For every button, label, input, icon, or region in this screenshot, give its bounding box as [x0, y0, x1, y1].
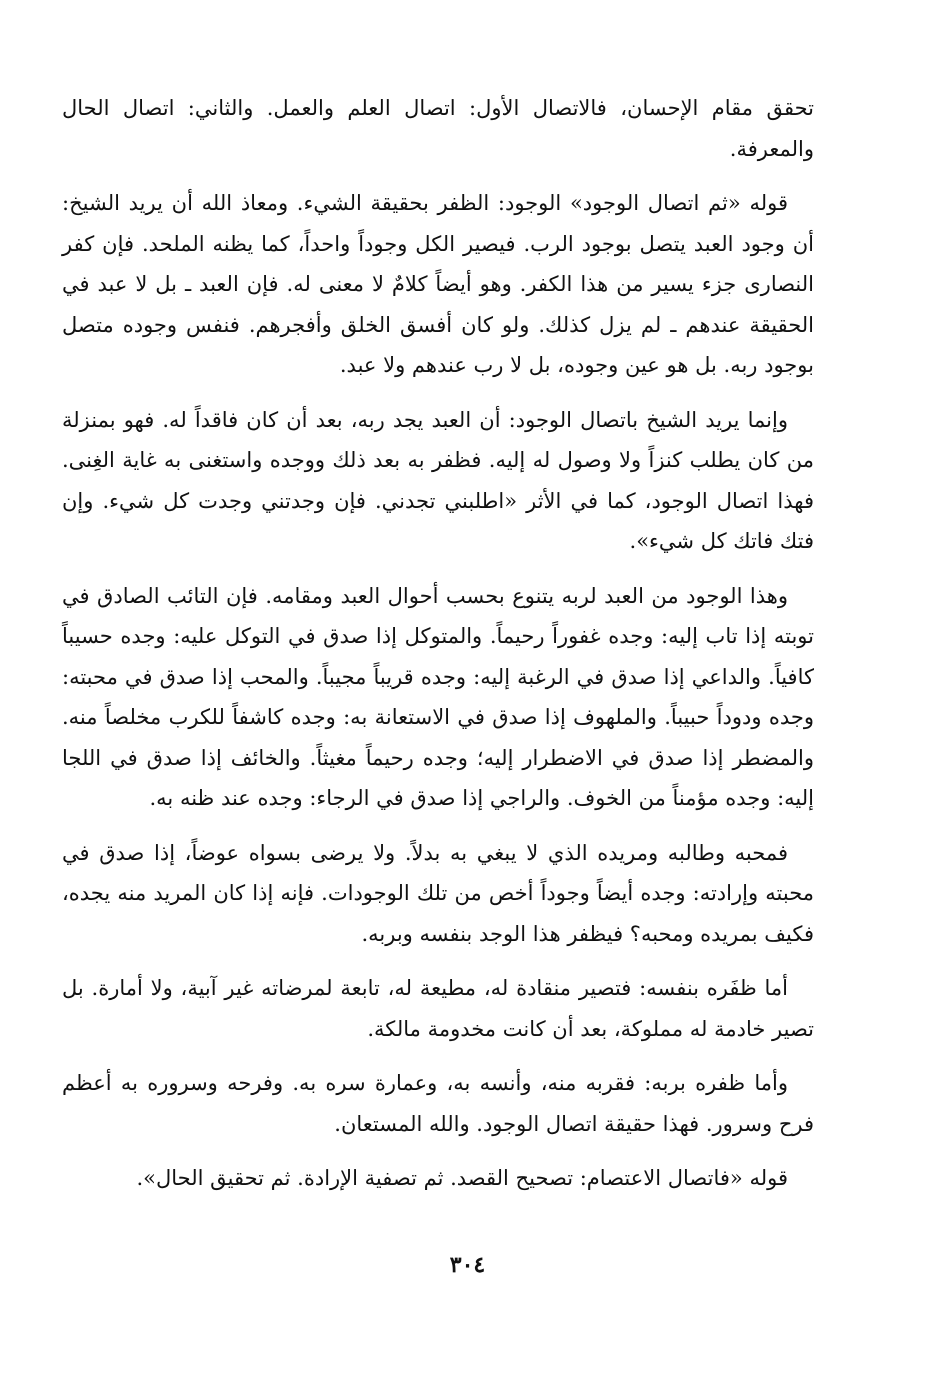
body-text [62, 88, 814, 1213]
page-number: ٣٠٤ [449, 1252, 486, 1278]
paragraph-5: فمحبه وطالبه ومريده الذي لا يبغي به بدلاً. ولا يرضى بسواه عوضاً، إذا صدق في محبته وإرادته: وجده أيضاً وجوداً أخص من تلك الوجودات. فإنه إذا كان المريد منه يجده، فكيف بمريده ومحبه؟ فيظفر هذا الوجد بنفسه وبربه. [62, 840, 814, 946]
paragraph-2: قوله «ثم اتصال الوجود» الوجود: الظفر بحقيقة الشيء. ومعاذ الله أن يريد الشيخ: أن وجود العبد يتصل بوجود الرب. فيصير الكل وجوداً واحداً، كما يظنه الملحد. فإن كفر النصارى جزء يسير من هذا الكفر. وهو أيضاً كلامٌ لا معنى له. فإن العبد ـ بل لا عبد في الحقيقة عندهم ـ لم يزل كذلك. ولو كان أفسق الخلق وأفجرهم. فنفس وجوده متصل بوجود ربه. بل هو عين وجوده، بل لا رب عندهم ولا عبد. [62, 191, 814, 377]
paragraph-6: أما ظفَره بنفسه: فتصير منقادة له، مطيعة له، تابعة لمرضاته غير آبية، ولا أمارة. بل تصير خادمة له مملوكة، بعد أن كانت مخدومة مالكة. [62, 976, 814, 1041]
paragraph-8: قوله «فاتصال الاعتصام: تصحيح القصد. ثم تصفية الإرادة. ثم تحقيق الحال». [136, 1166, 788, 1190]
paragraph-1: تحقق مقام الإحسان، فالاتصال الأول: اتصال العلم والعمل. والثاني: اتصال الحال والمعرفة. [62, 96, 814, 161]
paragraph-3: وإنما يريد الشيخ باتصال الوجود: أن العبد يجد ربه، بعد أن كان فاقداً له. فهو بمنزلة من كان يطلب كنزاً ولا وصول له إليه. فظفر به بعد ذلك ووجده واستغنى به غاية الغِنى. فهذا اتصال الوجود، كما في الأثر «اطلبني تجدني. فإن وجدتني وجدت كل شيء. وإن فتك فاتك كل شيء». [62, 407, 814, 553]
paragraph-4: وهذا الوجود من العبد لربه يتنوع بحسب أحوال العبد ومقامه. فإن التائب الصادق في توبته إذا تاب إليه: وجده غفوراً رحيماً. والمتوكل إذا صدق في التوكل عليه: وجده حسيباً كافياً. والداعي إذا صدق في الرغبة إليه: وجده قريباً مجيباً. والمحب إذا صدق في محبته: وجده ودوداً حبيباً. والملهوف إذا صدق في الاستعانة به: وجده كاشفاً للكرب مخلصاً منه. والمضطر إذا صدق في الاضطرار إليه؛ وجده رحيماً مغيثاً. والخائف إذا صدق في اللجا إليه: وجده مؤمناً من الخوف. والراجي إذا صدق في الرجاء: وجده عند ظنه به. [62, 583, 814, 810]
paragraph-7: وأما ظفره بربه: فقربه منه، وأنسه به، وعمارة سره به. وفرحه وسروره به أعظم فرح وسرور. فهذا حقيقة اتصال الوجود. والله المستعان. [62, 1071, 814, 1136]
